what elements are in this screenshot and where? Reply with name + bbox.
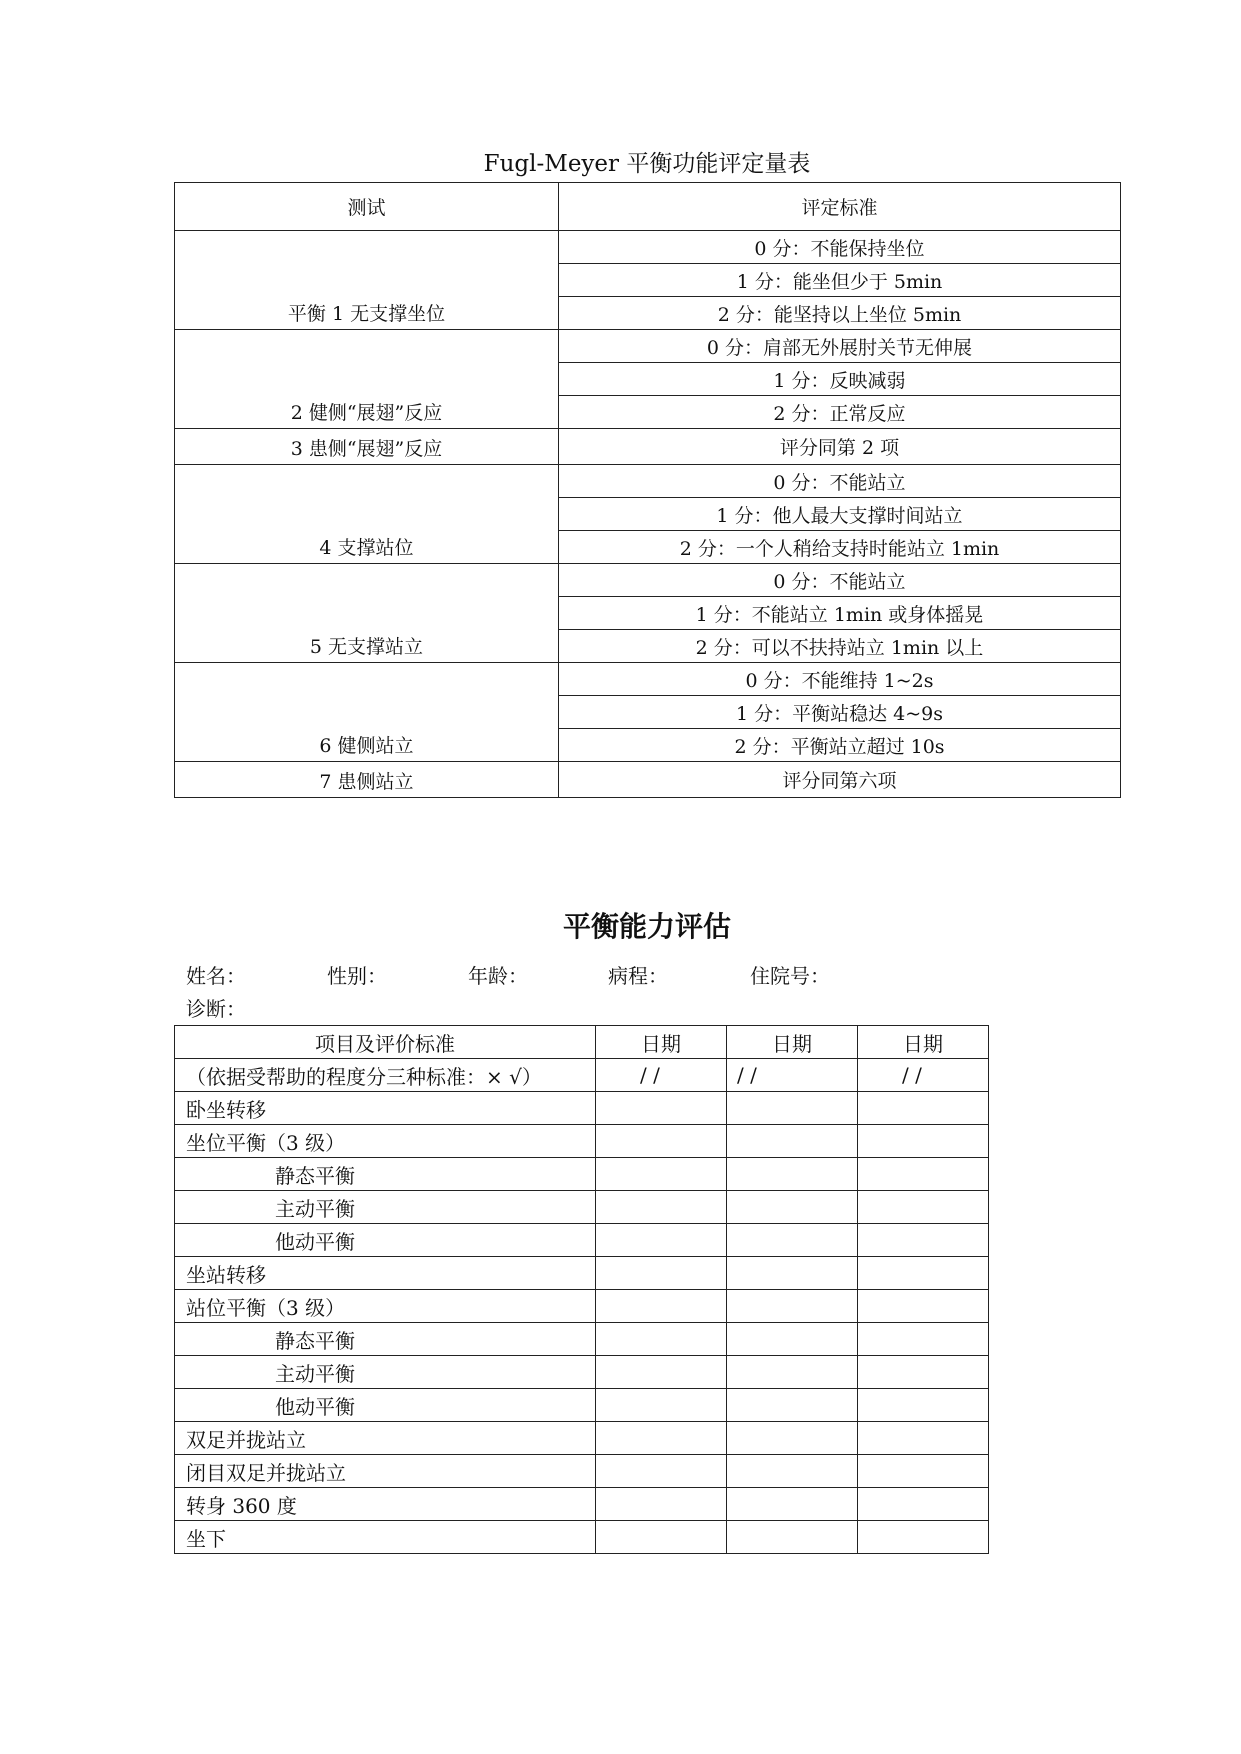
table-row	[175, 1389, 989, 1422]
score-cell[interactable]	[596, 1191, 727, 1224]
table-row	[175, 1521, 989, 1554]
fugl-meyer-row	[175, 330, 1121, 363]
name-label: 姓名：	[186, 964, 246, 988]
score-cell[interactable]	[858, 1389, 989, 1422]
course-label: 病程：	[608, 964, 668, 988]
fugl-meyer-header-row	[175, 183, 1121, 231]
balance-item-label: 主动平衡	[175, 1356, 596, 1389]
criteria-item: 2 分：可以不扶持站立 1min 以上	[559, 630, 1121, 663]
balance-item-label: 卧坐转移	[175, 1092, 596, 1125]
table-row	[175, 1158, 989, 1191]
criteria-item: 1 分：不能站立 1min 或身体摇晃	[559, 597, 1121, 630]
score-cell[interactable]	[727, 1455, 858, 1488]
item-header: 项目及评价标准	[175, 1026, 596, 1059]
score-cell[interactable]	[596, 1125, 727, 1158]
criteria-item: 0 分：不能站立	[559, 564, 1121, 597]
table-row	[175, 1224, 989, 1257]
score-cell[interactable]	[596, 1455, 727, 1488]
criteria-item: 0 分：不能维持 1~2s	[559, 663, 1121, 696]
criteria-header: 评定标准	[559, 183, 1121, 231]
fugl-meyer-table	[174, 182, 1121, 798]
table-row	[175, 1125, 989, 1158]
score-cell[interactable]	[858, 1191, 989, 1224]
balance-table	[174, 1025, 989, 1554]
date-field-2[interactable]: / /	[727, 1059, 858, 1092]
score-cell[interactable]	[596, 1521, 727, 1554]
criteria-item: 2 分：一个人稍给支持时能站立 1min	[559, 531, 1121, 564]
score-cell[interactable]	[596, 1389, 727, 1422]
criteria-note: （依据受帮助的程度分三种标准：× √）	[175, 1059, 596, 1092]
score-cell[interactable]	[858, 1323, 989, 1356]
score-cell[interactable]	[727, 1191, 858, 1224]
score-cell[interactable]	[596, 1224, 727, 1257]
gender-label: 性别：	[327, 964, 387, 988]
score-cell[interactable]	[858, 1125, 989, 1158]
criteria-item: 评分同第六项	[559, 762, 1121, 798]
date-header-3: 日期	[858, 1026, 989, 1059]
test-item: 6 健侧站立	[175, 663, 559, 762]
table-row	[175, 1356, 989, 1389]
score-cell[interactable]	[727, 1521, 858, 1554]
table-row	[175, 1488, 989, 1521]
admission-label: 住院号：	[750, 964, 830, 988]
score-cell[interactable]	[727, 1422, 858, 1455]
criteria-item: 1 分：反映减弱	[559, 363, 1121, 396]
criteria-item: 0 分：不能保持坐位	[559, 231, 1121, 264]
criteria-item: 1 分：能坐但少于 5min	[559, 264, 1121, 297]
criteria-item: 2 分：正常反应	[559, 396, 1121, 429]
score-cell[interactable]	[727, 1158, 858, 1191]
score-cell[interactable]	[858, 1158, 989, 1191]
score-cell[interactable]	[858, 1488, 989, 1521]
fugl-meyer-row	[175, 231, 1121, 264]
criteria-item: 1 分：平衡站稳达 4~9s	[559, 696, 1121, 729]
score-cell[interactable]	[727, 1290, 858, 1323]
table-row	[175, 1323, 989, 1356]
test-item: 2 健侧“展翅”反应	[175, 330, 559, 429]
score-cell[interactable]	[596, 1488, 727, 1521]
score-cell[interactable]	[727, 1488, 858, 1521]
score-cell[interactable]	[596, 1257, 727, 1290]
criteria-item: 1 分：他人最大支撑时间站立	[559, 498, 1121, 531]
score-cell[interactable]	[596, 1290, 727, 1323]
score-cell[interactable]	[727, 1092, 858, 1125]
balance-item-label: 双足并拢站立	[175, 1422, 596, 1455]
date-header-1: 日期	[596, 1026, 727, 1059]
test-item: 3 患侧“展翅”反应	[175, 429, 559, 465]
test-item: 4 支撑站位	[175, 465, 559, 564]
date-field-3[interactable]: / /	[858, 1059, 989, 1092]
table-row	[175, 1092, 989, 1125]
score-cell[interactable]	[858, 1290, 989, 1323]
test-item: 平衡 1 无支撑坐位	[175, 231, 559, 330]
test-item: 5 无支撑站立	[175, 564, 559, 663]
balance-item-label: 转身 360 度	[175, 1488, 596, 1521]
balance-item-label: 静态平衡	[175, 1158, 596, 1191]
fugl-meyer-row	[175, 429, 1121, 465]
score-cell[interactable]	[727, 1257, 858, 1290]
score-cell[interactable]	[596, 1356, 727, 1389]
test-header: 测试	[175, 183, 559, 231]
date-field-1[interactable]: / /	[596, 1059, 727, 1092]
balance-item-label: 他动平衡	[175, 1389, 596, 1422]
balance-header-row	[175, 1026, 989, 1059]
table-row	[175, 1422, 989, 1455]
score-cell[interactable]	[858, 1422, 989, 1455]
fugl-meyer-row	[175, 762, 1121, 798]
table-row	[175, 1257, 989, 1290]
age-label: 年龄：	[468, 964, 528, 988]
criteria-item: 0 分：不能站立	[559, 465, 1121, 498]
fugl-meyer-row	[175, 564, 1121, 597]
date-header-2: 日期	[727, 1026, 858, 1059]
fugl-meyer-row	[175, 663, 1121, 696]
score-cell[interactable]	[727, 1323, 858, 1356]
table-row	[175, 1191, 989, 1224]
balance-item-label: 主动平衡	[175, 1191, 596, 1224]
balance-item-label: 坐下	[175, 1521, 596, 1554]
balance-item-label: 他动平衡	[175, 1224, 596, 1257]
score-cell[interactable]	[727, 1224, 858, 1257]
score-cell[interactable]	[727, 1125, 858, 1158]
score-cell[interactable]	[858, 1521, 989, 1554]
balance-title: 平衡能力评估	[562, 910, 731, 943]
score-cell[interactable]	[727, 1389, 858, 1422]
balance-item-label: 静态平衡	[175, 1323, 596, 1356]
table-row	[175, 1455, 989, 1488]
fugl-meyer-title: Fugl-Meyer 平衡功能评定量表	[483, 151, 811, 177]
table-row	[175, 1290, 989, 1323]
criteria-item: 2 分：平衡站立超过 10s	[559, 729, 1121, 762]
balance-item-label: 站位平衡（3 级）	[175, 1290, 596, 1323]
score-cell[interactable]	[858, 1257, 989, 1290]
criteria-item: 0 分：肩部无外展肘关节无伸展	[559, 330, 1121, 363]
score-cell[interactable]	[858, 1455, 989, 1488]
criteria-note-row	[175, 1059, 989, 1092]
criteria-item: 2 分：能坚持以上坐位 5min	[559, 297, 1121, 330]
score-cell[interactable]	[858, 1224, 989, 1257]
score-cell[interactable]	[596, 1422, 727, 1455]
criteria-item: 评分同第 2 项	[559, 429, 1121, 465]
score-cell[interactable]	[596, 1323, 727, 1356]
balance-item-label: 坐位平衡（3 级）	[175, 1125, 596, 1158]
score-cell[interactable]	[858, 1356, 989, 1389]
fugl-meyer-row	[175, 465, 1121, 498]
score-cell[interactable]	[858, 1092, 989, 1125]
diagnosis-label: 诊断：	[186, 997, 246, 1021]
test-item: 7 患侧站立	[175, 762, 559, 798]
score-cell[interactable]	[596, 1158, 727, 1191]
balance-item-label: 闭目双足并拢站立	[175, 1455, 596, 1488]
score-cell[interactable]	[596, 1092, 727, 1125]
score-cell[interactable]	[727, 1356, 858, 1389]
balance-item-label: 坐站转移	[175, 1257, 596, 1290]
